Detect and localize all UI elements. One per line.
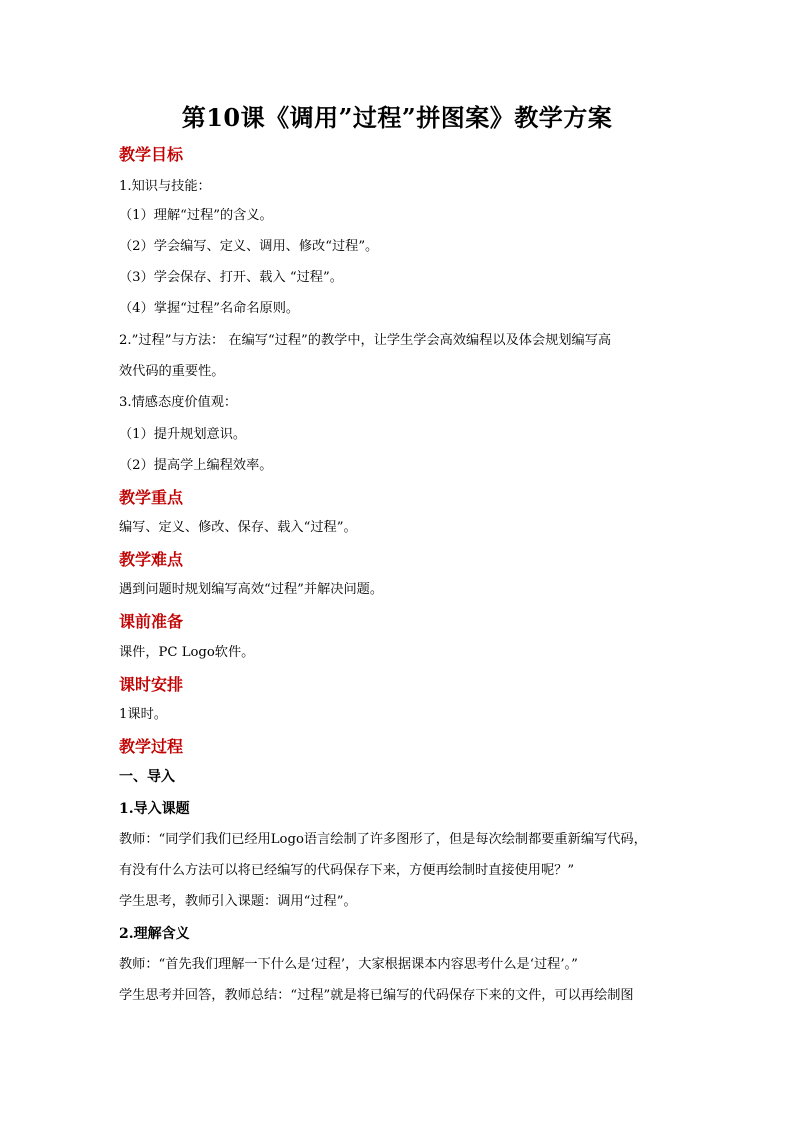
heading-difficulties: 教学难点 bbox=[119, 550, 184, 569]
document-title: 第10课《调用”过程”拼图案》教学方案 bbox=[181, 103, 613, 132]
heading-preparation: 课前准备 bbox=[119, 612, 184, 631]
attitude-values-label: 3.情感态度价值观： bbox=[119, 395, 238, 410]
knowledge-item-3: （3）学会保存、打开、载入 “过程”。 bbox=[119, 270, 343, 285]
attitude-item-2: （2）提高学上编程效率。 bbox=[119, 458, 273, 473]
key-points-text: 编写、定义、修改、保存、载入“过程”。 bbox=[119, 520, 357, 535]
subsection-introduce-topic: 1.导入课题 bbox=[119, 801, 190, 817]
heading-teaching-process: 教学过程 bbox=[119, 737, 184, 756]
process-method-line-2: 效代码的重要性。 bbox=[119, 364, 225, 379]
meaning-paragraph-line-2: 学生思考并回答，教师总结：“过程”就是将已编写的代码保存下来的文件，可以再绘制图 bbox=[119, 988, 634, 1003]
knowledge-item-1: （1）理解“过程”的含义。 bbox=[119, 208, 273, 223]
attitude-item-1: （1）提升规划意识。 bbox=[119, 427, 247, 442]
preparation-text: 课件，PC Logo软件。 bbox=[119, 645, 255, 660]
intro-paragraph-line-2: 有没有什么方法可以将已经编写的代码保存下来，方便再绘制时直接使用呢？” bbox=[119, 863, 575, 878]
heading-schedule: 课时安排 bbox=[119, 675, 184, 694]
knowledge-skills-label: 1.知识与技能： bbox=[119, 179, 211, 194]
intro-paragraph-line-1: 教师：“同学们我们已经用Logo语言绘制了许多图形了，但是每次绘制都要重新编写代码， bbox=[119, 832, 647, 847]
process-method-line-1: 2.”过程”与方法： 在编写“过程”的教学中，让学生学会高效编程以及体会规划编写高 bbox=[119, 333, 612, 348]
meaning-paragraph-line-1: 教师：“首先我们理解一下什么是‘过程’，大家根据课本内容思考什么是‘过程’。” bbox=[119, 957, 578, 972]
heading-teaching-goals: 教学目标 bbox=[119, 145, 184, 164]
heading-key-points: 教学重点 bbox=[119, 488, 184, 507]
subsection-understand-meaning: 2.理解含义 bbox=[119, 926, 190, 942]
section-introduction: 一、导入 bbox=[119, 769, 175, 785]
knowledge-item-4: （4）掌握“过程”名命名原则。 bbox=[119, 301, 300, 316]
schedule-text: 1课时。 bbox=[119, 707, 167, 722]
intro-paragraph-line-3: 学生思考，教师引入课题：调用“过程”。 bbox=[119, 894, 357, 909]
difficulties-text: 遇到问题时规划编写高效“过程”并解决问题。 bbox=[119, 582, 384, 597]
knowledge-item-2: （2）学会编写、定义、调用、修改“过程”。 bbox=[119, 239, 379, 254]
